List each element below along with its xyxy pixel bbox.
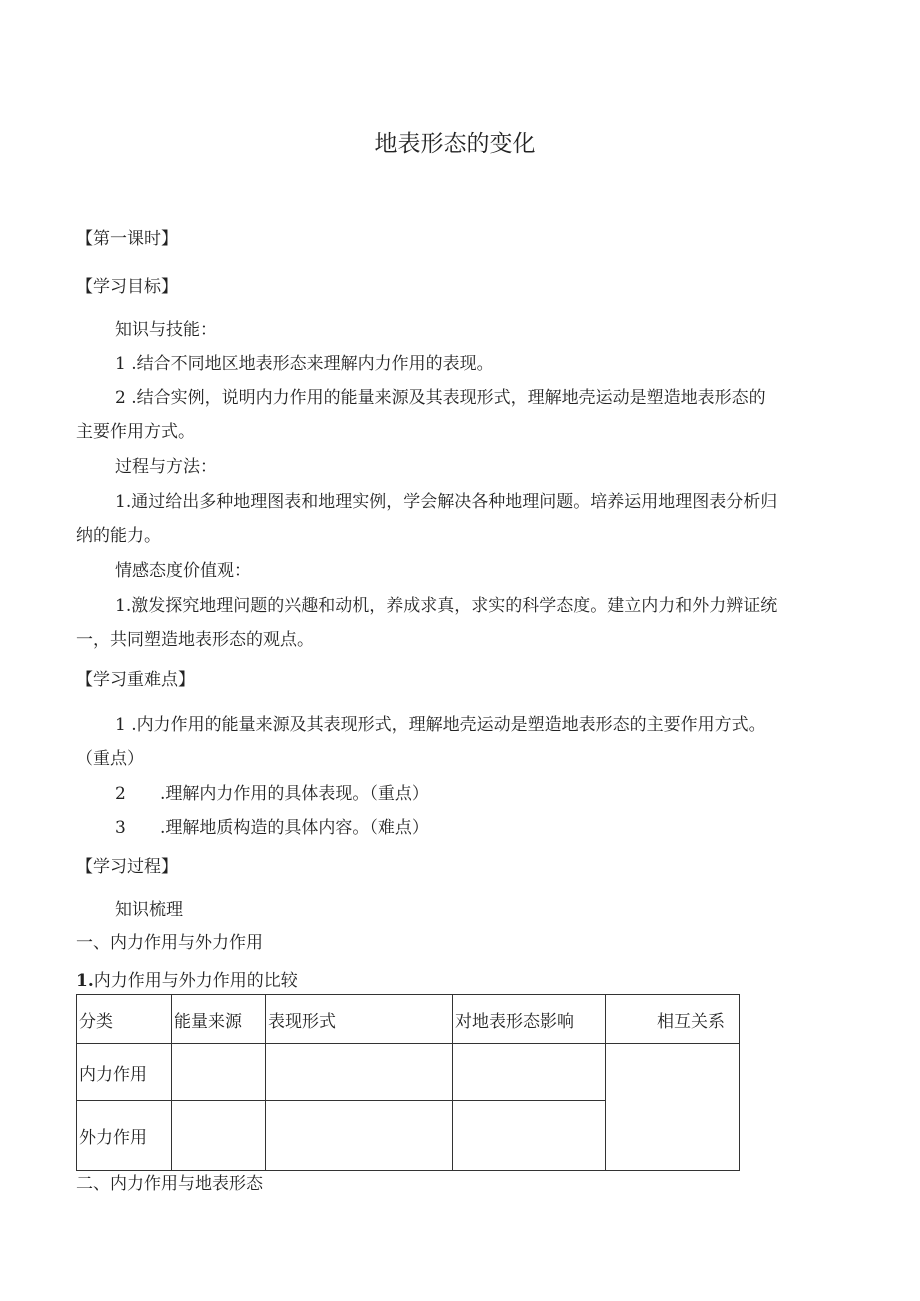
- row-label: 外力作用: [77, 1101, 172, 1171]
- knowledge-item-2-line1: 2 .结合实例，说明内力作用的能量来源及其表现形式，理解地壳运动是塑造地表形态的: [115, 388, 766, 408]
- header-cell: 分类: [77, 995, 172, 1044]
- emotion-item-1-line1: 1.激发探究地理问题的兴趣和动机，养成求真，求实的科学态度。建立内力和外力辨证统: [115, 596, 778, 616]
- knowledge-heading: 知识与技能：: [115, 320, 217, 340]
- lesson-label: 【第一课时】: [76, 229, 178, 249]
- key-item-3-text: .理解地质构造的具体内容。（难点）: [160, 818, 429, 838]
- emotion-heading: 情感态度价值观：: [115, 561, 251, 581]
- section-2-heading: 二、内力作用与地表形态: [76, 1174, 263, 1194]
- table-row: [77, 1044, 740, 1101]
- key-item-1-line2: （重点）: [76, 749, 144, 769]
- process-item-1-line2: 纳的能力。: [76, 526, 161, 546]
- header-cell: 对地表形态影响: [453, 995, 606, 1044]
- key-item-2-text: .理解内力作用的具体表现。（重点）: [160, 784, 429, 804]
- page-title: 地表形态的变化: [374, 131, 536, 157]
- section-1-heading: 一、内力作用与外力作用: [76, 933, 263, 953]
- header-cell: 相互关系: [606, 995, 740, 1044]
- compare-caption: [76, 973, 298, 990]
- table-cell: [453, 1101, 606, 1171]
- table-cell: [266, 1044, 453, 1101]
- table-cell: [172, 1101, 266, 1171]
- table-cell: [453, 1044, 606, 1101]
- table-cell-merged: [606, 1044, 740, 1171]
- knowledge-item-2-line2: 主要作用方式。: [76, 422, 195, 442]
- header-cell: 表现形式: [266, 995, 453, 1044]
- compare-number: 1.: [76, 971, 94, 991]
- table-cell: [266, 1101, 453, 1171]
- process-heading: 过程与方法：: [115, 457, 217, 477]
- emotion-item-1-line2: 一，共同塑造地表形态的观点。: [76, 630, 314, 650]
- key-item-1-line1: 1 .内力作用的能量来源及其表现形式，理解地壳运动是塑造地表形态的主要作用方式。: [115, 715, 766, 735]
- compare-title: 内力作用与外力作用的比较: [93, 971, 298, 991]
- table-header-row: [77, 995, 740, 1044]
- comparison-table: [76, 994, 740, 1171]
- goals-heading: 【学习目标】: [76, 277, 178, 297]
- key-heading: 【学习重难点】: [76, 670, 195, 690]
- knowledge-item-1: 1 .结合不同地区地表形态来理解内力作用的表现。: [115, 354, 494, 374]
- key-item-2-number: 2: [115, 784, 126, 804]
- row-label: 内力作用: [77, 1044, 172, 1101]
- knowledge-review-label: 知识梳理: [115, 900, 183, 920]
- table-cell: [172, 1044, 266, 1101]
- header-cell: 能量来源: [172, 995, 266, 1044]
- learning-process-heading: 【学习过程】: [76, 857, 178, 877]
- process-item-1-line1: 1.通过给出多种地理图表和地理实例，学会解决各种地理问题。培养运用地理图表分析归: [115, 492, 778, 512]
- key-item-3-number: 3: [115, 818, 126, 838]
